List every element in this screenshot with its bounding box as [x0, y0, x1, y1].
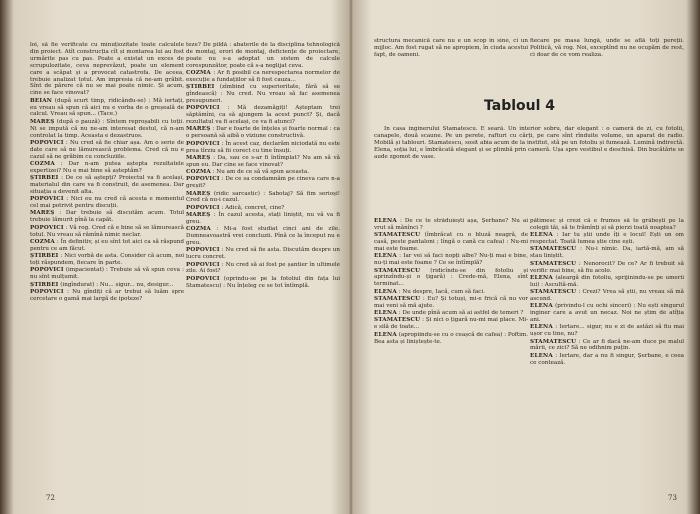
dialogue-line [530, 246, 684, 260]
speaker-name: POPOVICI [30, 288, 64, 295]
dialogue-line [530, 353, 684, 367]
speaker-name: MAREȘ [30, 210, 55, 217]
line-text: (impacientat) : Trebuie să vă spun ceva : nu sînt mulțumit. [30, 267, 184, 281]
speaker-name: ELENA [374, 310, 397, 317]
speaker-name: STAMATESCU [530, 260, 577, 267]
speaker-name: MAREȘ [186, 212, 211, 219]
dialogue-line [530, 339, 684, 353]
speaker-name: BEIAN [30, 97, 53, 104]
line-text: : Nu-i nimic. Da, iartă-mă, am să stau liniștit. [530, 246, 684, 260]
dialogue-line [530, 303, 684, 324]
dialogue-line [374, 296, 528, 310]
speaker-name: MAREȘ [30, 118, 55, 125]
dialogue-line [30, 253, 184, 267]
line-text: : De unde pînă acum să ai astfel de temeri ? [398, 310, 524, 317]
line-text: (zîmbind cu superioritate, fără să se gîndească) : Nu cred. Nu vreau să fac asemenea presupuneri. [186, 84, 340, 105]
right-column-1 [374, 218, 528, 488]
line-text: teze? De pildă : abaterile de la disciplina tehnologică de montaj, erori de montaj, deficiențe de proiectare, poate nu s-a adoptat un sistem de calcule corespunzător, poate că s-a neglijat ceva. [186, 42, 340, 69]
speaker-name: POPOVICI [30, 267, 64, 274]
dialogue-line [530, 275, 684, 289]
dialogue-line [186, 176, 340, 190]
dialogue-line [530, 232, 684, 246]
left-page [18, 0, 340, 514]
dialogue-line [30, 196, 184, 210]
dialogue-line [186, 191, 340, 205]
speaker-name: ELENA [530, 274, 553, 281]
line-text: : În definitiv, și eu sînt tot aici ca să răspund pentru ce am făcut. [30, 238, 184, 252]
speaker-name: ELENA [530, 352, 553, 359]
line-text: : În cazul acesta, stați liniștit, nu vă va fi greu. [186, 212, 340, 225]
line-text: : Nu despre, Iacă, cum să faci. [398, 288, 485, 295]
dialogue-line [30, 267, 184, 281]
line-text: : Eu? Și totuși, mi-e frică că nu vor mai veni să mă ajute. [374, 295, 528, 309]
speaker-name: ȘTIRBEI [30, 281, 59, 288]
dialogue-line [30, 175, 184, 196]
line-text: : Mi-a fost studiat cinci ani de zile. Dumneavoastră vrei concluzii. Pînă ce la început nu e greu. [186, 226, 340, 247]
line-text: (ingîndurat) : Nu... sigur... nu, desigur... [60, 281, 174, 288]
line-text: structura mecanică care nu e un scop în sine, ci un mijloc. Am fost rugat să ne apropiem, în ciuda acestui fapt, de oameni. [374, 38, 528, 58]
dialogue-line [186, 42, 340, 70]
line-text: (după scurt timp, ridicându-se) : Mă iertați, eu vreau să spun că aici nu e vorba de o greșeală de calcul. Vreau să spun... (Tace.) [30, 97, 184, 118]
speaker-name: ELENA [374, 253, 397, 260]
scene-description: În casa inginerului Stamatescu. E seară. Un interior sobru, dar elegant : o cameră de zi, cu fotolii, canapele, două scaune. Pe un perete, rafturi cu cărți, pe care sînt rînduite volume, un aparat de radio. Mobilă și tablouri. Stamatescu, sosit abia acum de la institut, stă pe un fotoliu și fumează. Lumină indirectă. Elena, soția lui, e îmbrăcată elegant și se plimbă prin cameră. Ușa spre vestibul e deschisă. Din bucătărie se aude zgomot de vase. [374, 126, 684, 160]
dialogue-line [186, 155, 340, 169]
speaker-name: POPOVICI [186, 204, 220, 211]
line-text: (privindu-l cu ochi sinceri) : Nu ești singurul inginer care a avut un necaz. Noi ne știm de atîția ani. [530, 303, 684, 324]
dialogue-line [30, 239, 184, 253]
right-top-column-2 [530, 38, 684, 78]
dialogue-line [186, 126, 340, 140]
speaker-name: ELENA [374, 331, 397, 338]
speaker-name: ELENA [530, 303, 553, 310]
dialogue-line [374, 232, 528, 253]
line-text: : Da, sau ce s-ar fi întîmplat? Nu am să vă spun eu. Dar cine se face vinovat? [186, 154, 340, 168]
dialogue-line [374, 317, 528, 331]
dialogue-line [186, 84, 340, 105]
speaker-name: POPOVICI [186, 261, 220, 268]
dialogue-line [186, 212, 340, 226]
dialogue-line [30, 289, 184, 303]
line-text: : Nenorocit? De ce? Ar fi trebuit să verific mai bine, să fiu acolo. [530, 260, 684, 274]
dialogue-line [530, 218, 684, 232]
line-text: : Nu gîndiți că ar trebui să luăm spre cercetare o gamă mai largă de ipoteze? [30, 288, 184, 302]
speaker-name: ȘTIRBEI [30, 175, 59, 182]
line-text: : De ce să aștepți? Proiectul va fi același, materialul din care va fi construit, de asemenea. Dar situația a devenit alta. [30, 175, 184, 195]
scene-heading: Tabloul 4 [484, 98, 556, 114]
line-text: (aleargă din fotoliu, sprijinindu-se pe umerii lui) : Ascultă-mă. [530, 274, 684, 288]
line-text: : De ce te străduiești așa, Șerbane? Nu ai vrut să mănînci ? [374, 218, 528, 231]
dialogue-line [374, 38, 528, 59]
line-text: : Iar vei să faci nopți albe? Nu-ți mai e bine, nu-ți mai este foame ? Ce se întîmplă? [374, 253, 528, 267]
line-text: : Mă dezamăgiți! Așteptam trei săptămîni, ca să ajungem la acest punct? Și, dacă rezultatul va fi același, ce va fi atunci? [186, 105, 340, 126]
dialogue-line [30, 282, 184, 289]
line-text: : În acest caz, declarăm niciodată nu este prea tîrziu să fii corect cu tine însuți. [186, 140, 340, 154]
speaker-name: ȘTIRBEI [30, 253, 59, 260]
dialogue-line [186, 276, 340, 290]
line-text: : Nici eu nu cred că acesta e momentul cel mai potrivit pentru discuții. [30, 196, 184, 210]
line-text: : Nu cred să fie asta. Discutăm despre un lucru concret. [186, 247, 340, 261]
speaker-name: MAREȘ [186, 126, 211, 133]
speaker-name: POPOVICI [30, 139, 64, 146]
speaker-name: ELENA [374, 218, 397, 224]
dialogue-line [530, 261, 684, 275]
line-text: : Dar n-am putea aștepta rezultatele expertizei? Nu e mai bine să așteptăm? [30, 160, 184, 174]
line-text: : Nu cred să ai fost pe șantier în ultimele zile. Ai fost? [186, 261, 340, 275]
speaker-name: POPOVICI [186, 275, 220, 282]
dialogue-line [30, 140, 184, 161]
line-text: (apropiindu-se cu o ceașcă de cafea) : Poftim. Bea asta și liniștește-te. [374, 331, 528, 345]
line-text: fiecare pe masa lungă, unde se află toți pereții. Politică, vă rog. Noi, exceptînd nu ne ocupăm de rest, ci doar de ce vom realiza. [530, 38, 684, 58]
dialogue-line [530, 38, 684, 59]
speaker-name: POPOVICI [186, 176, 220, 183]
speaker-name: POPOVICI [186, 247, 220, 254]
line-text: : De ce sa condamnăm pe cineva care n-a greșit? [186, 176, 340, 190]
speaker-name: STAMATESCU [374, 267, 421, 274]
line-text: pătimesc și crezi că e frumos să te grăbești pe la colegii tăi, să te frămînți și să pierzi toată noaptea? [530, 218, 684, 231]
dialogue-line [186, 141, 340, 155]
page-number-left: 72 [46, 494, 55, 502]
speaker-name: STAMATESCU [374, 232, 421, 239]
speaker-name: POPOVICI [186, 140, 220, 147]
dialogue-line [30, 98, 184, 119]
line-text: : Nu cred să fie chiar așa. Am o serie de date care să ne lămurească problema. Cred că nu e cazul să ne grăbim cu concluziile. [30, 139, 184, 160]
speaker-name: MAREȘ [186, 190, 211, 197]
speaker-name: ELENA [374, 288, 397, 295]
line-text: : Dar e foarte de înțeles și foarte normal : ca o persoană să aibă o viziune constructivă. [186, 126, 340, 140]
dialogue-line [186, 205, 340, 212]
line-text: : Iertare... sigur, nu e zi de astăzi să fiu mai ușor cu tine, nu? [530, 324, 684, 338]
dialogue-line [374, 268, 528, 289]
dialogue-line [374, 289, 528, 296]
dialogue-line [30, 161, 184, 175]
dialogue-line [30, 210, 184, 224]
dialogue-line [530, 324, 684, 338]
left-column-1 [30, 42, 184, 492]
dialogue-line [30, 225, 184, 239]
speaker-name: STAMATESCU [374, 295, 421, 302]
dialogue-line [374, 253, 528, 267]
dialogue-line [30, 119, 184, 140]
line-text: : Dar trebuie să discutăm acum. Totul trebuie lămurit pînă la capăt. [30, 210, 184, 224]
speaker-name: STAMATESCU [530, 246, 577, 253]
dialogue-line [530, 289, 684, 303]
line-text: : Adică, concret, cine? [221, 204, 285, 211]
dialogue-line [186, 70, 340, 84]
dialogue-line [374, 332, 528, 346]
line-text: : Crezi? Vrea să știi, nu vreau să mă ascund. [530, 289, 684, 302]
right-column-2 [530, 218, 684, 488]
speaker-name: POPOVICI [186, 105, 220, 112]
speaker-name: COZMA [186, 226, 211, 233]
dialogue-line [186, 169, 340, 176]
left-column-2 [186, 42, 340, 492]
line-text: : Vă rog. Cred că e bine să se lămurească totul. Nu vreau să rămînă nimic neclar. [30, 224, 184, 238]
line-text: (oprindu-se pe la fotoliul din fața lui Stamatescu) : Nu înțeleg ce se tot întîmplă. [186, 275, 340, 289]
line-text: : Nu am de ce să vă spun aceasta. [212, 169, 310, 176]
line-text: : Iertare, dar a nu fi singur, Șerbane, e ceea ce contează. [530, 352, 684, 366]
line-text: : Iar tu știi unde îți e locul! Ești un om respectat. Toată lumea știe cine ești. [530, 232, 684, 246]
dialogue-line [186, 247, 340, 261]
speaker-name: MAREȘ [186, 154, 211, 161]
speaker-name: STAMATESCU [374, 317, 421, 324]
speaker-name: COZMA [30, 238, 55, 245]
right-top-column-1 [374, 38, 528, 78]
dialogue-line [374, 218, 528, 232]
dialogue-line [186, 262, 340, 276]
dialogue-line [186, 105, 340, 126]
speaker-name: COZMA [186, 70, 211, 77]
speaker-name: COZMA [30, 160, 55, 167]
speaker-name: STAMATESCU [530, 289, 577, 296]
line-text: (îmbrăcat cu o bluză neagră, de casă, peste pantaloni ; lîngă o cană cu cafea) : Nu-mi mai este foame. [374, 232, 528, 253]
page-number-right: 73 [668, 494, 677, 502]
speaker-name: ȘTIRBEI [186, 84, 215, 91]
line-text: : Și nici o țigară nu-mi mai place. Mi-e silă de toate... [374, 317, 528, 331]
right-page [366, 0, 684, 514]
line-text: : Ar fi posibil ca nerespectarea normelor de execuție a fundațiilor să fi fost cauza... [186, 70, 340, 83]
speaker-name: STAMATESCU [530, 338, 577, 345]
speaker-name: ELENA [530, 324, 553, 331]
line-text: loi, să fie verificate cu minuțiozitate toate calculele din proiect. Atît construcția cît și montarea lui au fost urmărite pas cu pas. Poate a existat un exces de scrupulozitate, ceva neprevăzut, poate un element care a scăpat și a provocat catastrofa. De aceea, trebuie analizat totul. Am impresia că ne-am grăbit. Sînt de părere că nu se mai poate nimic. Și acum, cine se face vinovat? [30, 42, 184, 97]
line-text: (după o pauză) : Sîntem reproșabili cu toții. Ni se impută că nu ne-am interesat destul, că n-am controlat la timp. Aceasta e dezastruos. [30, 118, 184, 139]
line-text: : Nici vorbă de asta. Consider că acum, noi toți răspundem, fiecare în parte. [30, 253, 184, 266]
dialogue-line [30, 42, 184, 97]
dialogue-line [186, 226, 340, 247]
speaker-name: POPOVICI [30, 224, 64, 231]
speaker-name: POPOVICI [30, 196, 64, 203]
line-text: : Ce ar fi dacă ne-am duce pe malul mării, ce zici? Să ne odihnim puțin. [530, 338, 684, 352]
line-text: (ridic sarcastic) : Sabotaj? Să fim serioși! Cred că nu-i cazul. [186, 190, 340, 204]
speaker-name: ELENA [530, 232, 553, 239]
speaker-name: COZMA [186, 169, 211, 176]
dialogue-line [374, 310, 528, 317]
line-text: (ridicîndu-se din fotoliu și aprinzîndu-și o țigară) : Crede-mă, Elena, sînt terminat... [374, 267, 528, 288]
